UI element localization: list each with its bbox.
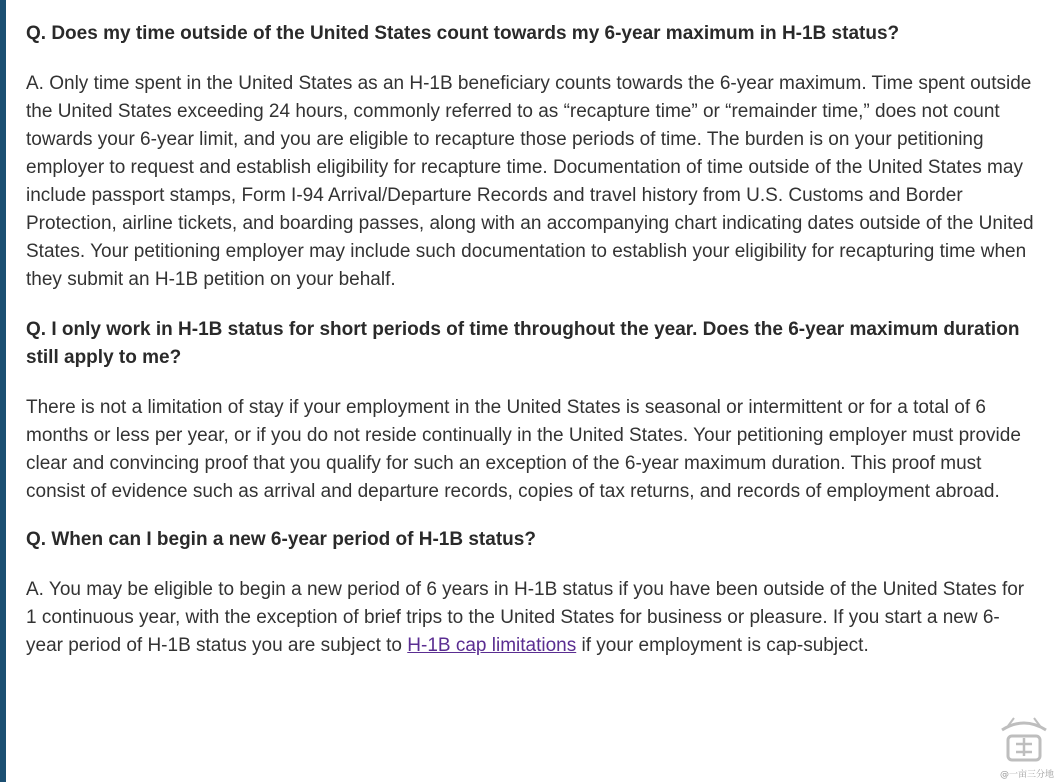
left-accent-bar bbox=[0, 0, 6, 782]
watermark-text: @一亩三分地 bbox=[999, 770, 1054, 780]
h1b-cap-limitations-link[interactable]: H-1B cap limitations bbox=[407, 635, 577, 656]
faq-content bbox=[26, 14, 1036, 660]
faq-answer-1: A. Only time spent in the United States as an H-1B beneficiary counts towards the 6-year maximum. Time spent outside the United States exceeding 24 hours, commonly referred to as “recapture time” or “remainder time,” does not count towards your 6-year limit, and you are eligible to recapture those periods of time. The burden is on your petitioning employer to request and establish eligibility for recapture time. Documentation of time outside of the United States may include passport stamps, Form I-94 Arrival/Departure Records and travel history from U.S. Customs and Border Protection, airline tickets, and boarding passes, along with an accompanying chart indicating dates outside of the United States. Your petitioning employer may include such documentation to establish your eligibility for recapturing time when they submit an H-1B petition on your behalf. bbox=[26, 73, 1034, 290]
faq-answer-3-text-before: A. You may be eligible to begin a new period of 6 years in H-1B status if you have been outside of the United States for 1 continuous year, with the exception of brief trips to the United States for business or pleasure. If you start a new 6-year period of H-1B status you are subject to bbox=[26, 579, 1025, 656]
faq-question-1: Q. Does my time outside of the United States count towards my 6-year maximum in H-1B status? bbox=[26, 23, 900, 44]
faq-answer-2: There is not a limitation of stay if your employment in the United States is seasonal or intermittent or for a total of 6 months or less per year, or if you do not reside continually in the United States. Your petitioning employer must provide clear and convincing proof that you qualify for such an exception of the 6-year maximum duration. This proof must consist of evidence such as arrival and departure records, copies of tax returns, and records of employment abroad. bbox=[26, 397, 1021, 502]
faq-answer-3 bbox=[26, 576, 1036, 660]
faq-answer-3-text-after: if your employment is cap-subject. bbox=[576, 635, 869, 656]
faq-question-2: Q. I only work in H-1B status for short periods of time throughout the year. Does the 6-year maximum duration still apply to me? bbox=[26, 319, 1020, 368]
faq-question-3: Q. When can I begin a new 6-year period of H-1B status? bbox=[26, 529, 536, 550]
